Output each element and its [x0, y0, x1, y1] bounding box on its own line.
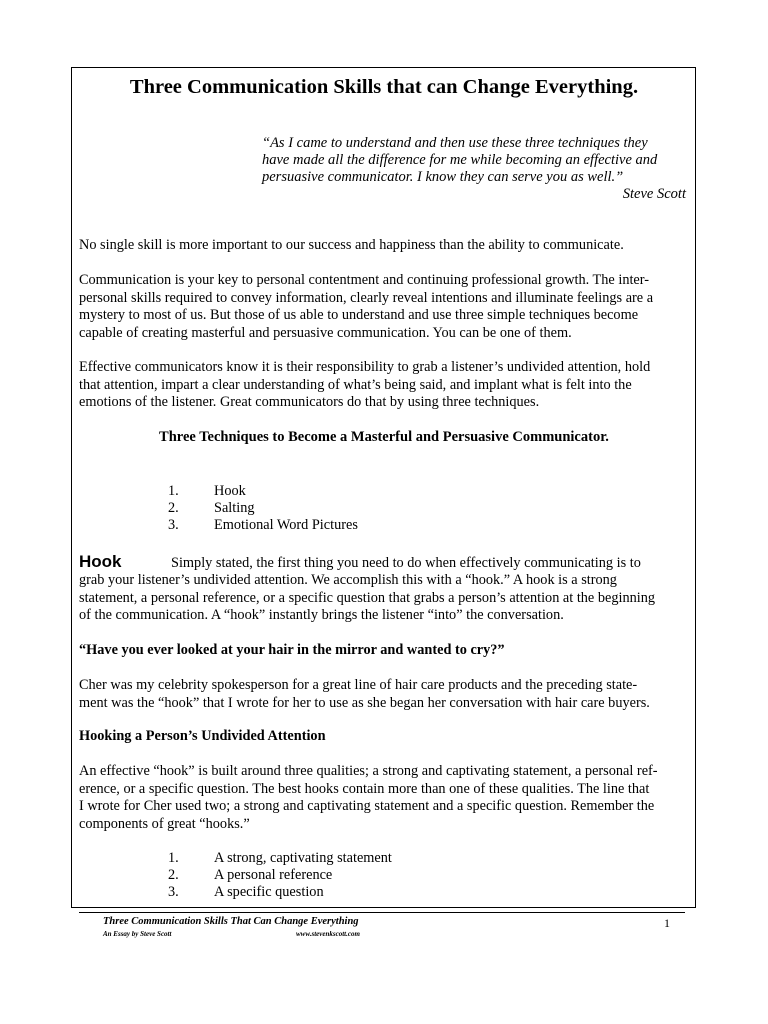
- qualities-item: A specific question: [214, 884, 324, 900]
- techniques-number: 3.: [168, 517, 179, 533]
- paragraph-hook: [79, 572, 689, 625]
- intro-paragraph: [79, 237, 689, 255]
- paragraph-line: An effective “hook” is built around three qualities; a strong and captivating statement, a personal ref-: [79, 763, 658, 779]
- paragraph-line: mystery to most of us. But those of us able to understand and use three simple techniques become: [79, 307, 639, 324]
- hook-heading: Hook: [79, 552, 122, 571]
- qualities-number: 3.: [168, 884, 179, 900]
- qualities-number: 1.: [168, 850, 179, 866]
- paragraph-line: Simply stated, the first thing you need to do when effectively communicating is to: [171, 555, 641, 571]
- paragraph-line: personal skills required to convey information, clearly reveal intentions and illuminate feelings are a: [79, 289, 654, 306]
- paragraph-line: Communication is your key to personal contentment and continuing professional growth. The inter-: [79, 272, 650, 288]
- paragraph-line: of the communication. A “hook” instantly brings the listener “into” the conversation.: [79, 607, 564, 624]
- paragraph-line: emotions of the listener. Great communicators do that by using three techniques.: [79, 394, 540, 411]
- subheading-hooking: [79, 728, 689, 746]
- paragraph-line: erence, or a specific question. The best hooks contain more than one of these qualities. The line that: [79, 780, 650, 797]
- paragraph-line: Hooking a Person’s Undivided Attention: [79, 728, 326, 744]
- paragraph-line: capable of creating masterful and persuasive communication. You can be one of them.: [79, 324, 572, 341]
- document-title: Three Communication Skills that can Change Everything.: [129, 76, 639, 98]
- quote-author: Steve Scott: [622, 186, 686, 202]
- paragraph-line: ment was the “hook” that I wrote for her to use as she began her conversation with hair care buyers.: [79, 694, 650, 711]
- hook-example-quote: [79, 642, 689, 660]
- paragraph-line: “Have you ever looked at your hair in the mirror and wanted to cry?”: [79, 642, 505, 658]
- paragraph-cher: [79, 677, 689, 712]
- paragraph-line: I wrote for Cher used two; a strong and captivating statement and a specific question. Remember the: [79, 798, 655, 815]
- quote-line-1: “As I came to understand and then use these three techniques they: [262, 135, 648, 151]
- techniques-item: Emotional Word Pictures: [214, 517, 358, 533]
- paragraph-line: Effective communicators know it is their responsibility to grab a listener’s undivided attention, hold: [79, 359, 651, 375]
- footer-rule: [79, 912, 685, 913]
- footer-subtitle: An Essay by Steve Scott: [103, 930, 172, 938]
- paragraph-line: that attention, impart a clear understanding of what’s being said, and implant what is felt into the: [79, 376, 632, 393]
- paragraph-communication: [79, 272, 689, 342]
- techniques-heading: Three Techniques to Become a Masterful and Persuasive Communicator.: [159, 429, 609, 445]
- qualities-number: 2.: [168, 867, 179, 883]
- techniques-number: 1.: [168, 483, 179, 499]
- quote-line-2: have made all the difference for me while becoming an effective and: [262, 152, 658, 168]
- qualities-item: A strong, captivating statement: [214, 850, 392, 866]
- paragraph-effective-communicators: [79, 359, 689, 412]
- paragraph-line: grab your listener’s undivided attention. We accomplish this with a “hook.” A hook is a strong: [79, 572, 617, 588]
- quote-line-3: persuasive communicator. I know they can serve you as well.”: [262, 169, 624, 185]
- footer-title: Three Communication Skills That Can Change Everything: [103, 916, 359, 927]
- footer-url: www.stevenkscott.com: [296, 930, 360, 938]
- techniques-number: 2.: [168, 500, 179, 516]
- paragraph-qualities: [79, 763, 689, 833]
- qualities-item: A personal reference: [214, 867, 333, 883]
- paragraph-line: statement, a personal reference, or a specific question that grabs a person’s attention at the beginning: [79, 589, 656, 606]
- hook-first-line: [171, 555, 641, 573]
- intro-line: No single skill is more important to our success and happiness than the ability to communicate.: [79, 237, 624, 253]
- paragraph-line: components of great “hooks.”: [79, 815, 250, 832]
- paragraph-line: Cher was my celebrity spokesperson for a great line of hair care products and the preceding state-: [79, 677, 638, 693]
- techniques-item: Hook: [214, 483, 246, 499]
- page-number: 1: [664, 916, 670, 930]
- techniques-item: Salting: [214, 500, 255, 516]
